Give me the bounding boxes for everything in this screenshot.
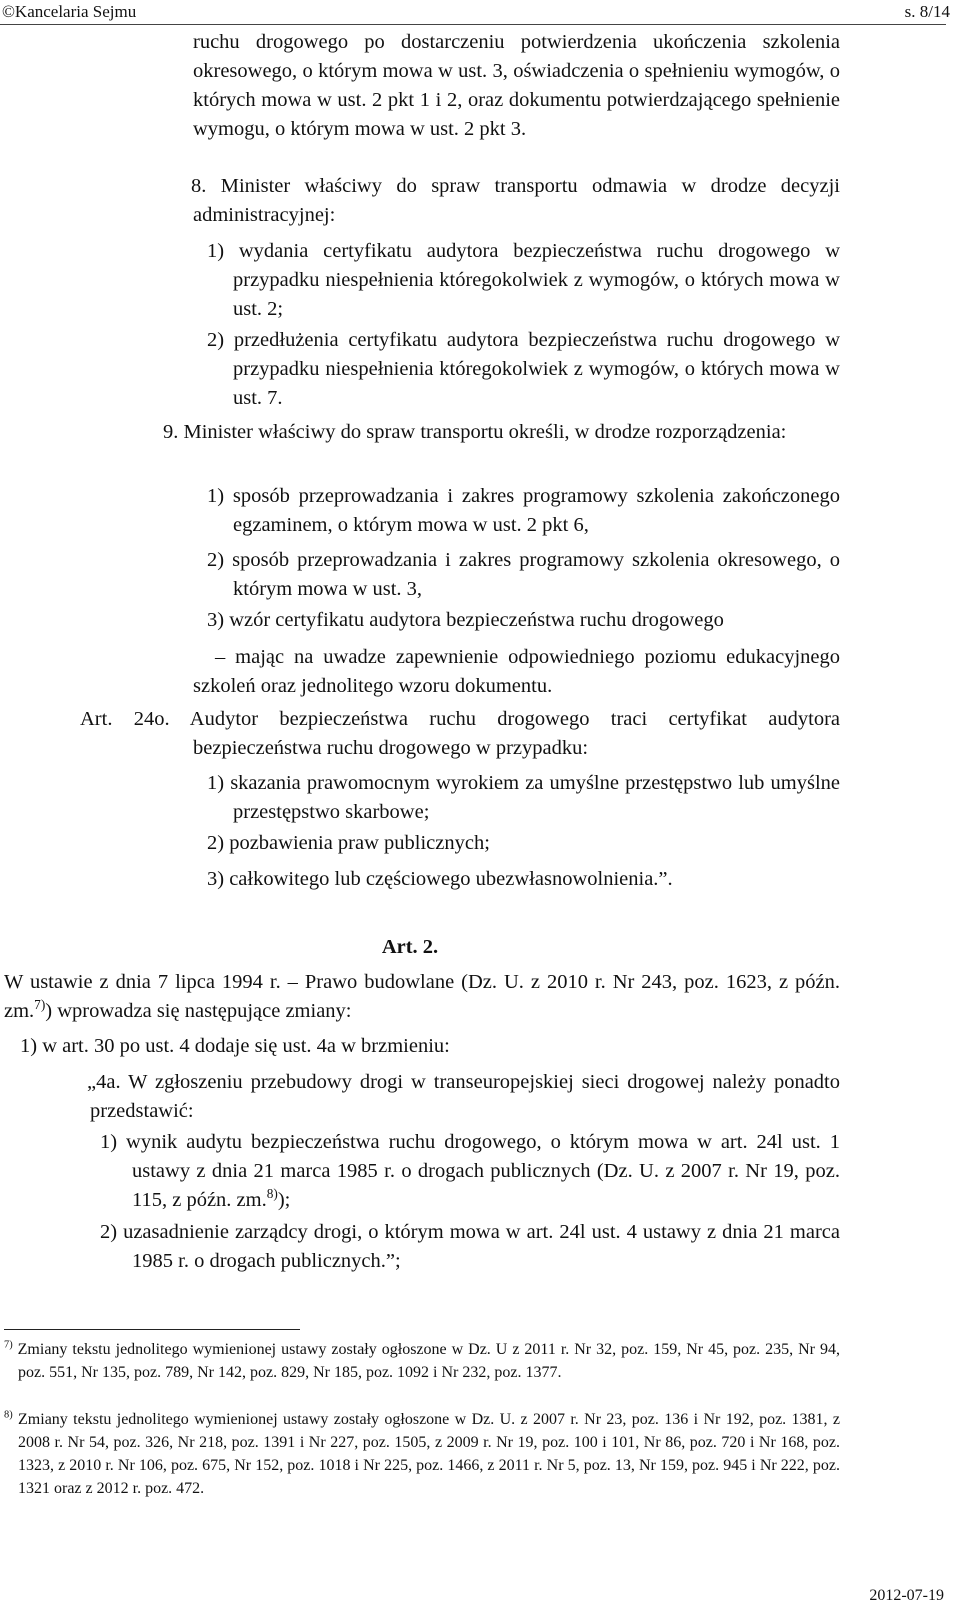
list-item-9-2: 2) sposób przeprowadzania i zakres programowy szkolenia okresowego, o którym mowa w ust. 3, xyxy=(207,549,840,600)
article-24o: Art. 24o. Audytor bezpieczeństwa ruchu drogowego traci certyfikat audytora bezpieczeństwa ruchu drogowego w przypadku: xyxy=(80,708,840,759)
article-2-title: Art. 2. xyxy=(381,936,439,958)
paragraph-4a: „4a. W zgłoszeniu przebudowy drogi w transeuropejskiej sieci drogowej należy ponadto przedstawić: xyxy=(87,1071,840,1122)
footnote-separator xyxy=(4,1329,300,1330)
article-2-intro-text-end: ) wprowadza się następujące zmiany: xyxy=(45,1000,352,1022)
list-item-4a-1-text: 1) wynik audytu bezpieczeństwa ruchu drogowego, o którym mowa w art. 24l ust. 1 ustawy z dnia 21 marca 1985 r. o drogach publicznych (Dz. U. z 2007 r. Nr 19, poz. 115, z późn. zm. xyxy=(100,1131,840,1211)
paragraph-ust-8: 8. Minister właściwy do spraw transportu odmawia w drodze decyzji administracyjnej: xyxy=(191,175,840,226)
paragraph-ust-9-tail: – mając na uwadze zapewnienie odpowiedniego poziomu edukacyjnego szkoleń oraz jednolitego wzoru dokumentu. xyxy=(193,646,840,697)
article-2-intro-text: W ustawie z dnia 7 lipca 1994 r. – Prawo budowlane (Dz. U. z 2010 r. Nr 243, poz. 1623, z późn. zm. xyxy=(4,971,840,1022)
footnote-7 xyxy=(4,1338,841,1384)
article-2-intro xyxy=(4,968,840,1026)
page-header xyxy=(0,0,960,28)
list-item-24o-2: 2) pozbawienia praw publicznych; xyxy=(207,832,490,854)
list-item-8-2: 2) przedłużenia certyfikatu audytora bezpieczeństwa ruchu drogowego w przypadku niespełnienia któregokolwiek z wymogów, o których mowa w ust. 7. xyxy=(207,329,840,409)
footnote-ref-7: 7) xyxy=(34,997,46,1013)
footnote-mark-8: 8) xyxy=(4,1409,13,1421)
list-item-9-1: 1) sposób przeprowadzania i zakres programowy szkolenia zakończonego egzaminem, o którym mowa w ust. 2 pkt 6, xyxy=(207,485,840,536)
list-item-4a-1-text-end: ); xyxy=(277,1189,291,1211)
paragraph-ust-9 xyxy=(163,418,840,447)
list-item-4a-2: 2) uzasadnienie zarządcy drogi, o którym mowa w art. 24l ust. 4 ustawy z dnia 21 marca 1985 r. o drogach publicznych.”; xyxy=(100,1221,840,1272)
footnote-text-7: Zmiany tekstu jednolitego wymienionej ustawy zostały ogłoszone w Dz. U z 2011 r. Nr 32, poz. 159, Nr 45, poz. 235, Nr 94, poz. 551, Nr 135, poz. 789, Nr 142, poz. 829, Nr 185, poz. 1092 i Nr 232, poz. 1377. xyxy=(17,1341,841,1381)
header-rule xyxy=(0,24,946,25)
list-item-24o-3: 3) całkowitego lub częściowego ubezwłasnowolnienia.”. xyxy=(207,868,673,890)
footnote-mark-7: 7) xyxy=(4,1339,13,1351)
header-page-number: s. 8/14 xyxy=(904,2,950,21)
paragraph-continuation: ruchu drogowego po dostarczeniu potwierdzenia ukończenia szkolenia okresowego, o którym mowa w ust. 3, oświadczenia o spełnieniu wymogów, o których mowa w ust. 2 pkt 1 i 2, oraz dokumentu potwierdzającego spełnienie wymogu, o którym mowa w ust. 2 pkt 3. xyxy=(193,31,840,140)
header-publisher: ©Kancelaria Sejmu xyxy=(2,2,137,21)
list-item-8-1: 1) wydania certyfikatu audytora bezpieczeństwa ruchu drogowego w przypadku niespełnienia któregokolwiek z wymogów, o których mowa w ust. 2; xyxy=(207,240,840,320)
footnote-text-8: Zmiany tekstu jednolitego wymienionej ustawy zostały ogłoszone w Dz. U. z 2007 r. Nr 23, poz. 136 i Nr 192, poz. 1381, z 2008 r. Nr 54, poz. 326, Nr 218, poz. 1391 i Nr 227, poz. 1505, z 2009 r. Nr 19, poz. 100 i 101, Nr 86, poz. 720 i Nr 168, poz. 1323, z 2010 r. Nr 106, poz. 675, Nr 152, poz. 1018 i Nr 225, poz. 1466, z 2011 r. Nr 5, poz. 13, Nr 159, poz. 945 i Nr 222, poz. 1321 oraz z 2012 r. poz. 472. xyxy=(18,1411,841,1497)
footnote-8 xyxy=(4,1408,841,1500)
paragraph-ust-9-text: 9. Minister właściwy do spraw transportu określi, w drodze rozporządzenia: xyxy=(163,421,787,443)
footnote-ref-8: 8) xyxy=(266,1186,278,1202)
footer-date: 2012-07-19 xyxy=(869,1587,944,1604)
list-item-24o-1: 1) skazania prawomocnym wyrokiem za umyślne przestępstwo lub umyślne przestępstwo skarbowe; xyxy=(207,772,840,823)
article-2-item-1: 1) w art. 30 po ust. 4 dodaje się ust. 4a w brzmieniu: xyxy=(20,1035,450,1057)
list-item-9-3: 3) wzór certyfikatu audytora bezpieczeństwa ruchu drogowego xyxy=(207,609,724,631)
list-item-4a-1 xyxy=(100,1128,840,1215)
